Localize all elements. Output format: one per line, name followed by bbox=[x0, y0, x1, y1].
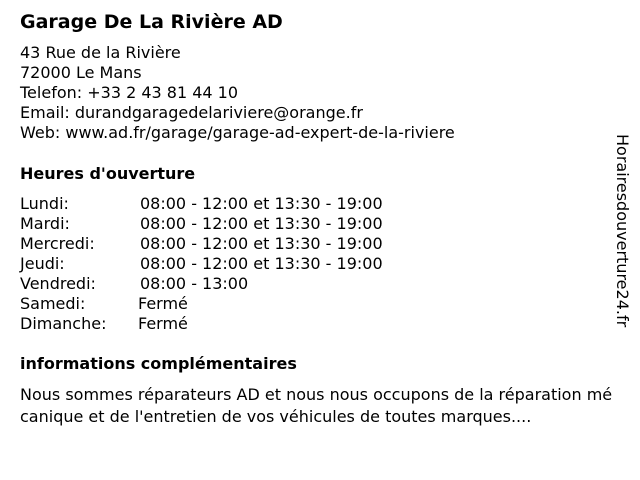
day-label: Dimanche: bbox=[20, 314, 107, 333]
day-label: Samedi: bbox=[20, 294, 86, 313]
additional-info-heading: informations complémentaires bbox=[20, 354, 297, 373]
additional-info-text: Nous sommes réparateurs AD et nous nous occupons de la réparation mécanique et de l'entretien de vos véhicules de toutes marques.... bbox=[20, 385, 613, 426]
website: Web: www.ad.fr/garage/garage-ad-expert-de-la-riviere bbox=[20, 123, 455, 142]
business-name: Garage De La Rivière AD bbox=[20, 11, 283, 33]
time-value: 08:00 - 13:00 bbox=[140, 274, 249, 293]
time-value: Fermé bbox=[138, 294, 188, 313]
time-value: Fermé bbox=[138, 314, 188, 333]
opening-hours-heading: Heures d'ouverture bbox=[20, 164, 196, 183]
email-address: Email: durandgaragedelariviere@orange.fr bbox=[20, 103, 363, 122]
time-value: 08:00 - 12:00 et 13:30 - 19:00 bbox=[140, 254, 383, 273]
city: 72000 Le Mans bbox=[20, 63, 142, 82]
time-value: 08:00 - 12:00 et 13:30 - 19:00 bbox=[140, 234, 383, 253]
day-label: Mercredi: bbox=[20, 234, 95, 253]
day-label: Vendredi: bbox=[20, 274, 96, 293]
day-label: Lundi: bbox=[20, 194, 69, 213]
contact-block bbox=[20, 43, 455, 143]
phone-number: Telefon: +33 2 43 81 44 10 bbox=[20, 83, 239, 102]
street-address: 43 Rue de la Rivière bbox=[20, 43, 181, 62]
time-value: 08:00 - 12:00 et 13:30 - 19:00 bbox=[140, 194, 383, 213]
day-label: Mardi: bbox=[20, 214, 70, 233]
time-value: 08:00 - 12:00 et 13:30 - 19:00 bbox=[140, 214, 383, 233]
watermark: Horairesdouverture24.fr bbox=[613, 134, 632, 328]
day-label: Jeudi: bbox=[20, 254, 65, 273]
